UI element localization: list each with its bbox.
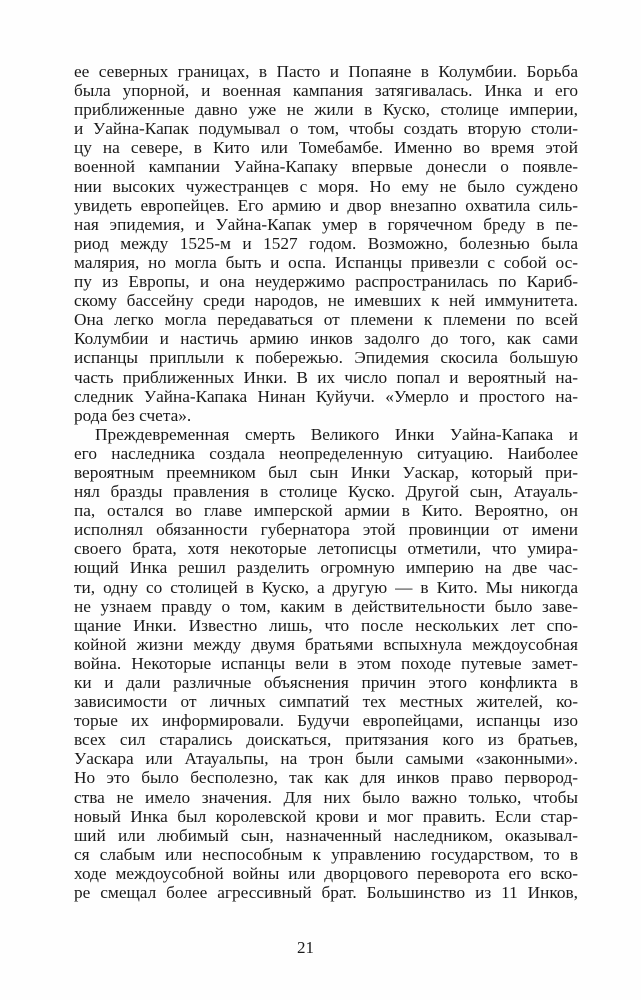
text-line: ся слабым или неспособным к управлению государством, то в [74,844,578,864]
text-line: ки и дали различные объяснения причин этого конфликта в [74,673,578,692]
text-line: нии высоких чужестранцев с моря. Но ему не было суждено [74,176,578,196]
text-line: исполнял обязанности губернатора этой провинции от имени [74,520,578,540]
text-line: рода без счета». [74,405,192,425]
text-line: ства не имело значения. Для них было важно только, чтобы [74,787,578,807]
text-line: новый Инка был королевской крови и мог править. Если стар- [74,806,578,826]
text-line: испанцы приплыли к побережью. Эпидемия скосила большую [74,348,578,368]
page-number: 21 [297,938,314,957]
text-line: койной жизни между двумя братьями вспыхнула междоусобная [74,634,578,654]
text-line: своего брата, хотя некоторые летописцы отметили, что умира- [74,539,578,559]
text-line: ее северных границах, в Пасто и Попаяне в Колумбии. Борьба [74,62,578,81]
text-line: военной кампании Уайна-Капаку впервые донесли о появле- [74,157,578,177]
text-line: Но это было бесполезно, так как для инков право первород- [74,768,578,788]
body-text [74,62,578,902]
text-line: Колумбии и настичь армию инков задолго до того, как сами [74,329,578,349]
text-line: нял бразды правления в столице Куско. Другой сын, Атауаль- [74,482,578,502]
text-line: щание Инки. Известно лишь, что после нескольких лет спо- [74,615,578,635]
text-line: не узнаем правду о том, каким в действительности было заве- [74,596,578,616]
text-line: следник Уайна-Капака Нинан Куйучи. «Умерло и простого на- [74,386,578,406]
text-line: скому бассейну среди народов, не имевших к ней иммунитета. [74,291,578,311]
text-line: ти, одну со столицей в Куско, а другую — в Кито. Мы никогда [74,577,578,597]
text-line: риод между 1525-м и 1527 годом. Возможно, болезнью была [74,233,578,253]
text-line: увидеть европейцев. Его армию и двор внезапно охватила силь- [74,195,578,215]
text-line: ная эпидемия, и Уайна-Капак умер в горячечном бреду в пе- [74,214,578,234]
text-line: ющий Инка решил разделить огромную империю на две час- [74,558,578,578]
text-line: всех сил старались доискаться, притязания кого из братьев, [74,730,578,750]
text-line: малярия, но могла быть и оспа. Испанцы привезли с собой ос- [74,252,578,272]
text-line: торые их информировали. Будучи европейцами, испанцы изо [74,711,578,731]
text-line: пу из Европы, и она неудержимо распространилась по Кариб- [74,272,578,292]
text-line: цу на севере, в Кито или Томебамбе. Именно во время этой [74,138,578,158]
text-line: была упорной, и военная кампания затягивалась. Инка и его [74,81,578,101]
text-line: война. Некоторые испанцы вели в этом походе путевые замет- [74,653,578,673]
text-line: ходе междоусобной войны или дворцового переворота его вско- [74,863,578,883]
text-line: ре смещал более агрессивный брат. Большинство из 11 Инков, [74,883,578,903]
text-line: Она легко могла передаваться от племени к племени по всей [74,310,578,330]
text-line: ший или любимый сын, назначенный наследником, оказывал- [74,825,578,845]
text-line: и Уайна-Капак подумывал о том, чтобы создать вторую столи- [74,119,578,139]
text-line: Уаскара или Атауальпы, на трон были самыми «законными». [74,749,578,769]
text-line: приближенные давно уже не жили в Куско, столице империи, [74,100,578,120]
text-line: па, остался во главе имперской армии в Кито. Вероятно, он [74,501,578,521]
text-line: Преждевременная смерть Великого Инки Уайна-Капака и [95,424,578,444]
text-line: вероятным преемником был сын Инки Уаскар, который при- [74,462,578,482]
text-line: его наследника создала неопределенную ситуацию. Наиболее [74,443,578,463]
text-line: зависимости от личных симпатий тех местных жителей, ко- [74,692,578,712]
text-line: часть приближенных Инки. В их число попал и вероятный на- [74,367,578,387]
